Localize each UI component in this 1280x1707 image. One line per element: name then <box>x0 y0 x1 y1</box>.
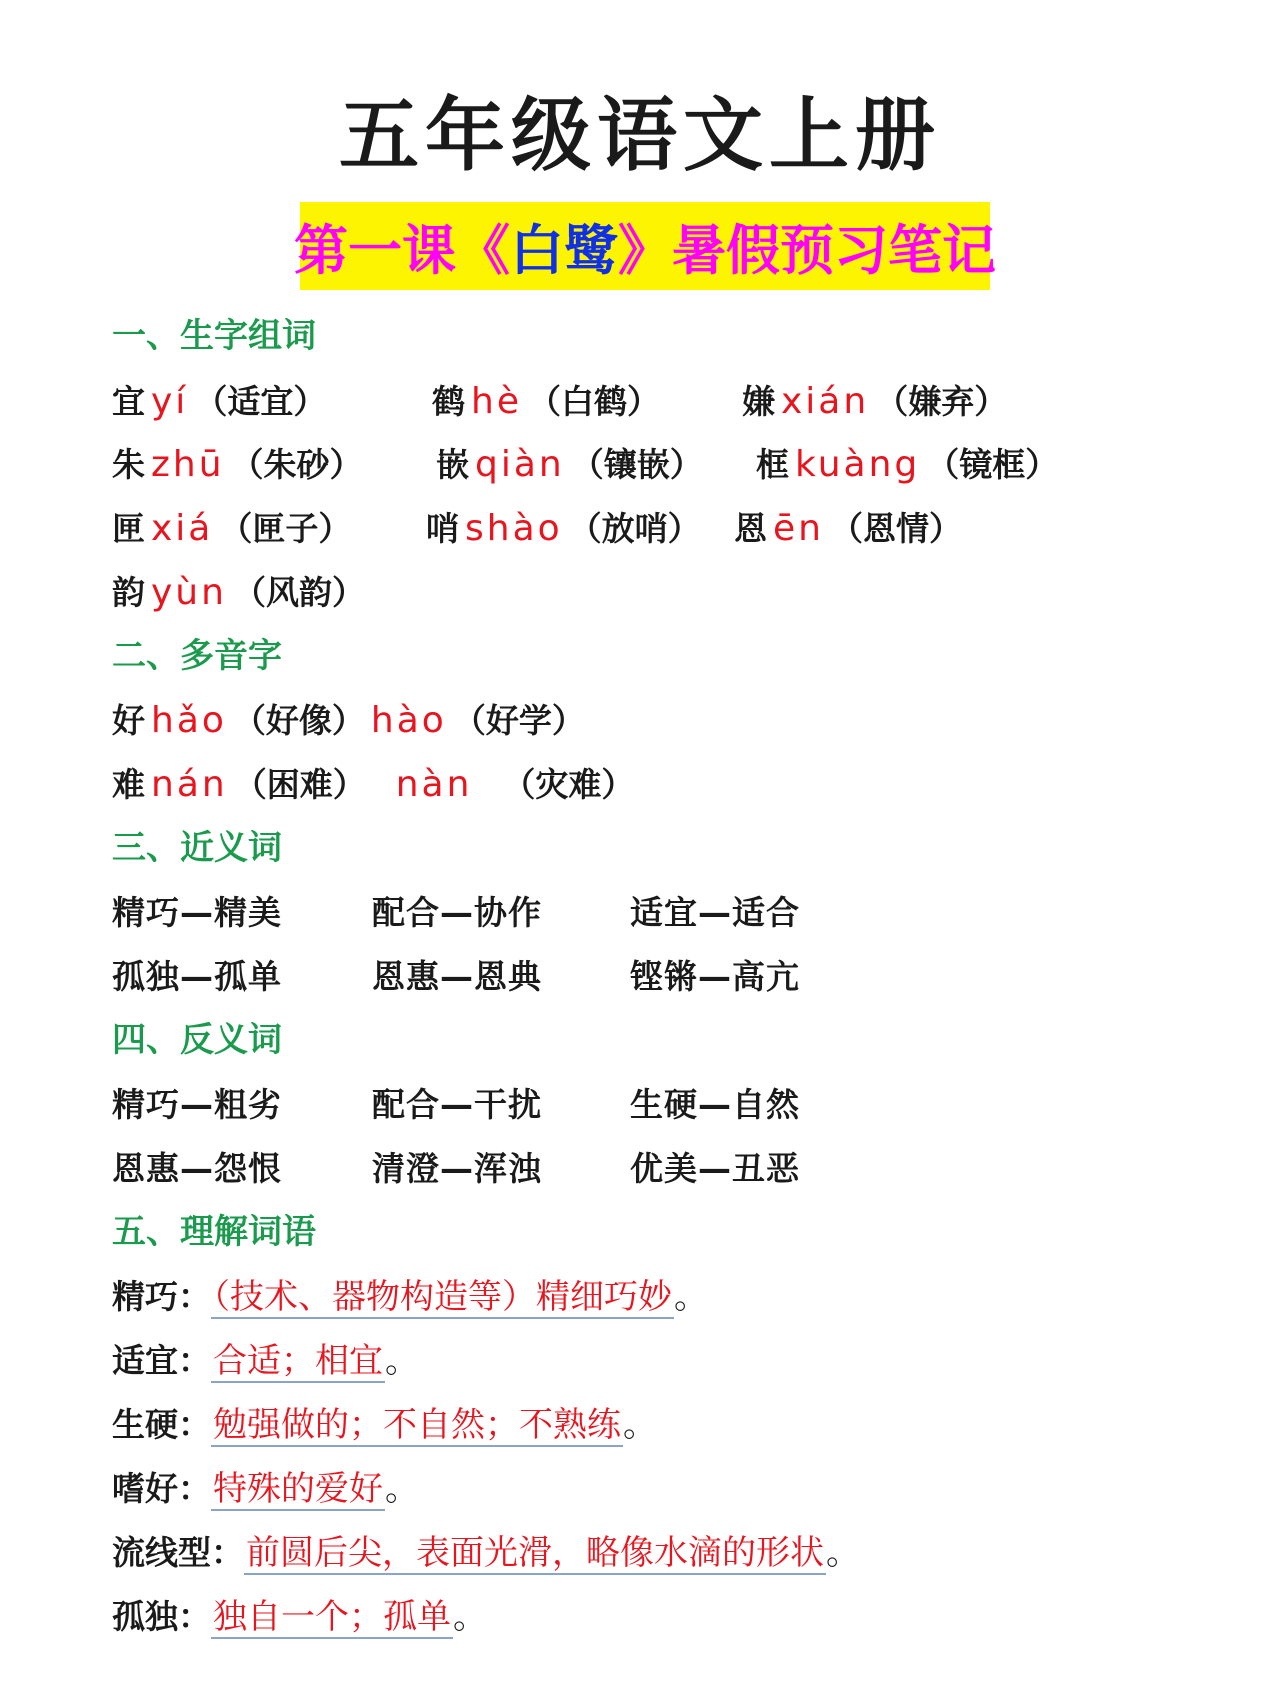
definition-row: 流线型：前圆后尖，表面光滑，略像水滴的形状。 <box>112 1533 860 1573</box>
new-characters-row-3 <box>0 504 1280 554</box>
antonym-pair: 恩惠—怨恨 <box>112 1149 282 1188</box>
section-heading-antonyms: 四、反义词 <box>112 1020 282 1060</box>
definition-row: 生硬：勉强做的；不自然；不熟练。 <box>112 1405 657 1445</box>
definition-row: 嗜好：特殊的爱好。 <box>112 1469 419 1509</box>
character-entry: 框 kuàng （镜框） <box>756 444 1059 485</box>
antonyms-row-1 <box>0 1080 1280 1130</box>
subtitle-lesson-name: 白鹭 <box>510 218 618 282</box>
section-heading-definitions: 五、理解词语 <box>112 1212 316 1252</box>
section-heading-new-characters: 一、生字组词 <box>112 316 316 356</box>
antonym-pair: 优美—丑恶 <box>630 1149 800 1188</box>
synonyms-row-2 <box>0 952 1280 1002</box>
synonym-pair: 铿锵—高亢 <box>630 957 800 996</box>
definition-row: 精巧：（技术、器物构造等）精细巧妙。 <box>112 1277 708 1317</box>
subtitle-prefix: 第一课《 <box>294 218 510 282</box>
antonyms-row-2 <box>0 1144 1280 1194</box>
page-title: 五年级语文上册 <box>339 89 941 182</box>
synonyms-row-1 <box>0 888 1280 938</box>
synonym-pair: 配合—协作 <box>372 893 542 932</box>
lesson-subtitle-banner <box>294 202 996 290</box>
antonym-pair: 配合—干扰 <box>372 1085 542 1124</box>
antonym-pair: 清澄—浑浊 <box>372 1149 542 1188</box>
new-characters-row-1 <box>0 377 1280 427</box>
antonym-pair: 生硬—自然 <box>630 1085 800 1124</box>
section-heading-polyphones: 二、多音字 <box>112 636 282 676</box>
synonym-pair: 孤独—孤单 <box>112 957 282 996</box>
character-entry: 韵 yùn （风韵） <box>112 572 365 613</box>
character-entry: 朱 zhū （朱砂） <box>112 444 363 485</box>
character-entry: 嵌 qiàn （镶嵌） <box>436 444 703 485</box>
subtitle-suffix: 》暑假预习笔记 <box>618 218 996 282</box>
polyphone-row-1 <box>0 696 1280 746</box>
polyphone-row-2 <box>0 760 1280 810</box>
polyphone-entry: 难 nán （困难） nàn （灾难） <box>112 764 635 805</box>
synonym-pair: 精巧—精美 <box>112 893 282 932</box>
character-entry: 恩 ēn （恩情） <box>734 508 962 549</box>
definition-row: 适宜：合适；相宜。 <box>112 1341 419 1381</box>
character-entry: 宜 yí （适宜） <box>112 381 327 422</box>
character-entry: 匣 xiá （匣子） <box>112 508 352 549</box>
character-entry: 嫌 xián （嫌弃） <box>742 381 1008 422</box>
new-characters-row-4 <box>0 568 1280 618</box>
synonym-pair: 恩惠—恩典 <box>372 957 542 996</box>
new-characters-row-2 <box>0 440 1280 490</box>
polyphone-entry: 好 hǎo （好像） hào （好学） <box>112 700 585 741</box>
character-entry: 哨 shào （放哨） <box>426 508 701 549</box>
antonym-pair: 精巧—粗劣 <box>112 1085 282 1124</box>
character-entry: 鹤 hè （白鹤） <box>432 381 660 422</box>
definition-row: 孤独：独自一个；孤单。 <box>112 1597 487 1637</box>
synonym-pair: 适宜—适合 <box>630 893 800 932</box>
section-heading-synonyms: 三、近义词 <box>112 828 282 868</box>
